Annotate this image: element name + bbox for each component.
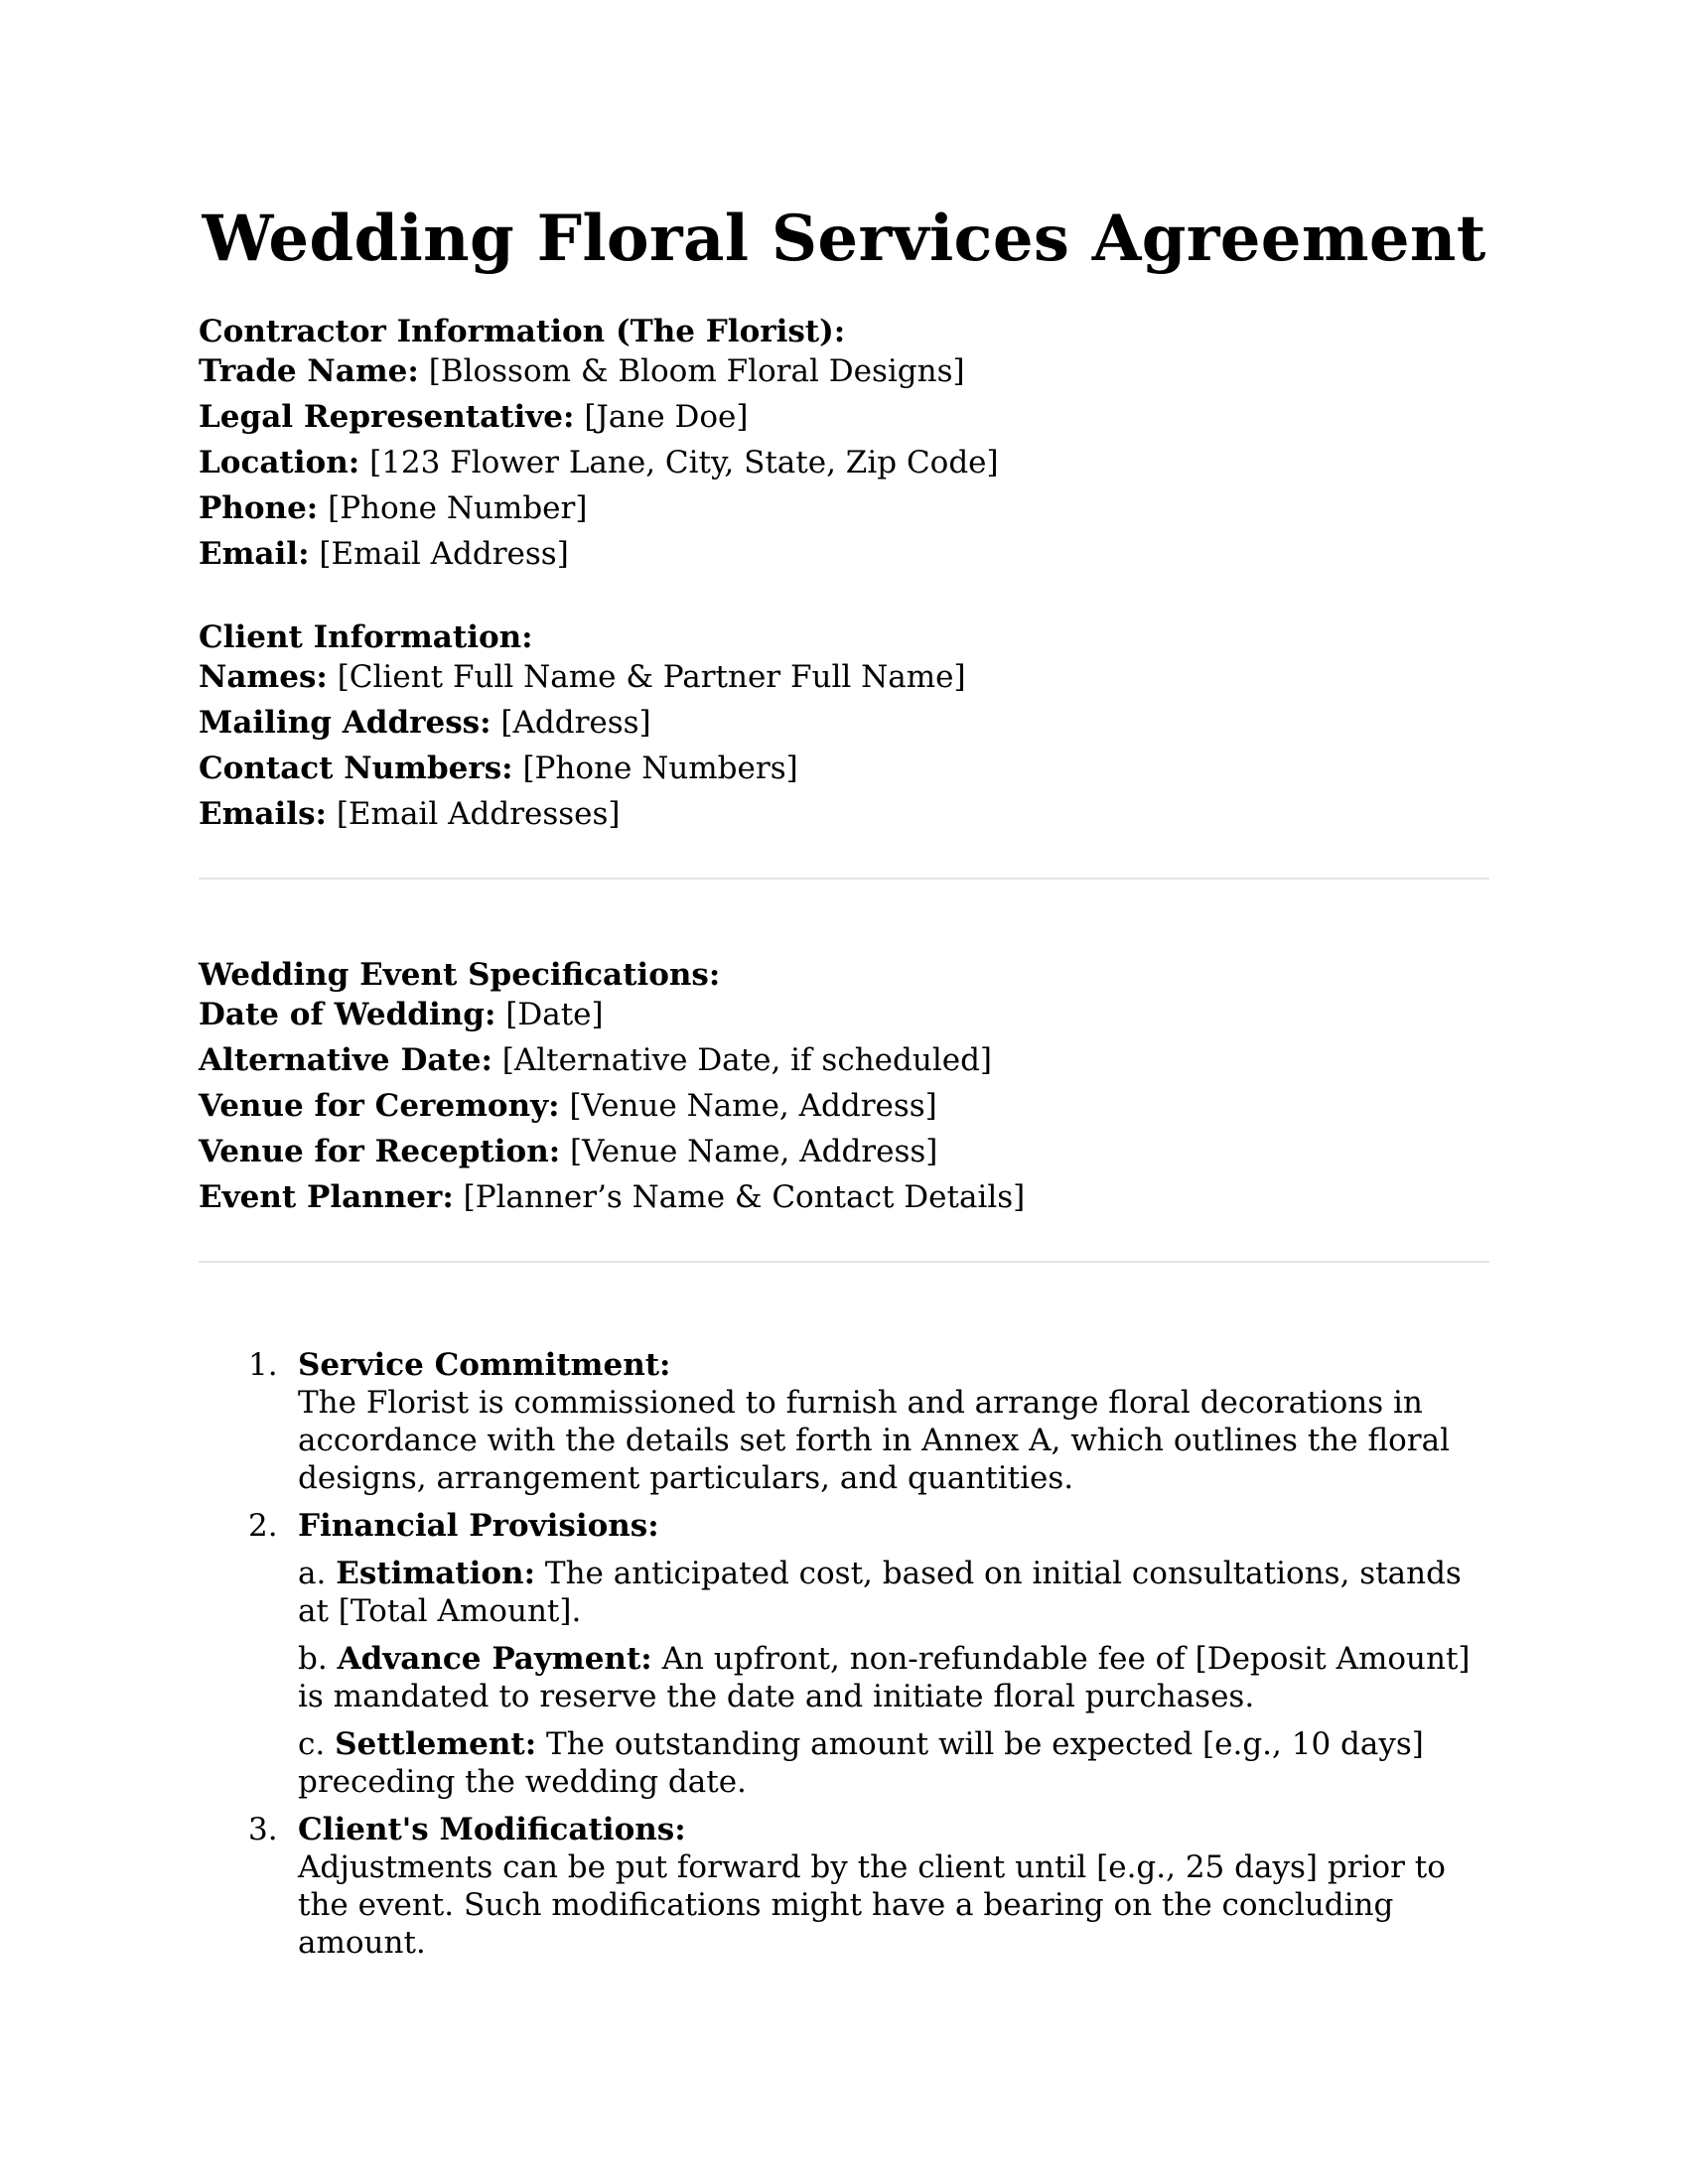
subitem-text: The outstanding amount will be expected [e.g., 10 days] preceding the wedding date.: [298, 1726, 1424, 1800]
field-label: Emails:: [199, 796, 327, 832]
field-value: [Blossom & Bloom Floral Designs]: [428, 353, 965, 389]
field-label: Phone:: [199, 490, 319, 526]
term-number: 2.: [248, 1508, 278, 1544]
term-title: Client's Modifications:: [298, 1812, 686, 1847]
field-label: Mailing Address:: [199, 705, 492, 741]
venue-ceremony-field: [199, 1086, 1489, 1126]
field-value: [Phone Number]: [328, 490, 588, 526]
field-value: [Address]: [500, 705, 651, 741]
names-field: [199, 657, 1489, 697]
field-label: Alternative Date:: [199, 1042, 492, 1078]
subitem-label: Advance Payment:: [337, 1641, 652, 1677]
term-item-financial-provisions: [199, 1507, 1489, 1801]
field-label: Trade Name:: [199, 353, 419, 389]
subitem-label: Settlement:: [335, 1726, 537, 1762]
client-heading: Client Information:: [199, 619, 533, 655]
field-label: Venue for Reception:: [199, 1134, 561, 1169]
emails-field: [199, 794, 1489, 834]
subitem-advance-payment: [298, 1640, 1489, 1715]
event-heading: Wedding Event Specifications:: [199, 957, 721, 993]
field-value: [123 Flower Lane, City, State, Zip Code]: [369, 445, 999, 480]
term-item-client-modifications: [199, 1811, 1489, 1962]
subitem-prefix: a.: [298, 1556, 327, 1591]
phone-field: [199, 488, 1489, 528]
contractor-heading: Contractor Information (The Florist):: [199, 314, 846, 349]
field-label: Contact Numbers:: [199, 751, 513, 786]
subitem-estimation: [298, 1555, 1489, 1630]
term-body: The Florist is commissioned to furnish and arrange floral decorations in accordance with the details set forth in Annex A, which outlines the floral designs, arrangement particulars, and quantities.: [298, 1385, 1451, 1496]
term-title: Financial Provisions:: [298, 1508, 659, 1544]
terms-list: [199, 1346, 1489, 1972]
client-section: [199, 617, 1489, 840]
term-title: Service Commitment:: [298, 1347, 671, 1383]
email-field: [199, 534, 1489, 574]
field-label: Legal Representative:: [199, 399, 575, 435]
field-value: [Alternative Date, if scheduled]: [501, 1042, 993, 1078]
field-value: [Email Addresses]: [336, 796, 621, 832]
subitem-label: Estimation:: [336, 1556, 536, 1591]
field-value: [Planner’s Name & Contact Details]: [463, 1179, 1026, 1215]
field-label: Venue for Ceremony:: [199, 1088, 560, 1124]
section-divider: [199, 878, 1489, 880]
contact-numbers-field: [199, 749, 1489, 788]
mailing-address-field: [199, 703, 1489, 743]
field-label: Email:: [199, 536, 310, 572]
legal-representative-field: [199, 397, 1489, 437]
trade-name-field: [199, 351, 1489, 391]
subitem-prefix: b.: [298, 1641, 328, 1677]
field-label: Location:: [199, 445, 360, 480]
term-number: 3.: [248, 1812, 278, 1847]
field-value: [Venue Name, Address]: [569, 1088, 937, 1124]
alternative-date-field: [199, 1040, 1489, 1080]
subitem-text: An upfront, non-refundable fee of [Deposit Amount] is mandated to reserve the date and initiate floral purchases.: [298, 1641, 1471, 1714]
term-item-service-commitment: [199, 1346, 1489, 1497]
term-number: 1.: [248, 1347, 278, 1383]
field-label: Names:: [199, 659, 328, 695]
field-label: Date of Wedding:: [199, 997, 496, 1032]
field-label: Event Planner:: [199, 1179, 454, 1215]
subitem-text: The anticipated cost, based on initial consultations, stands at [Total Amount].: [298, 1556, 1462, 1629]
location-field: [199, 443, 1489, 482]
event-planner-field: [199, 1177, 1489, 1217]
section-divider: [199, 1261, 1489, 1263]
venue-reception-field: [199, 1132, 1489, 1171]
term-body: Adjustments can be put forward by the client until [e.g., 25 days] prior to the event. Such modifications might have a bearing on the concluding amount.: [298, 1849, 1446, 1961]
document-title: Wedding Floral Services Agreement: [202, 202, 1486, 276]
field-value: [Phone Numbers]: [522, 751, 798, 786]
subitem-settlement: [298, 1725, 1489, 1801]
contractor-section: [199, 312, 1489, 580]
event-section: [199, 955, 1489, 1223]
date-of-wedding-field: [199, 995, 1489, 1034]
field-value: [Date]: [505, 997, 604, 1032]
subitem-prefix: c.: [298, 1726, 326, 1762]
field-value: [Client Full Name & Partner Full Name]: [337, 659, 966, 695]
field-value: [Jane Doe]: [584, 399, 749, 435]
field-value: [Email Address]: [319, 536, 569, 572]
field-value: [Venue Name, Address]: [570, 1134, 938, 1169]
